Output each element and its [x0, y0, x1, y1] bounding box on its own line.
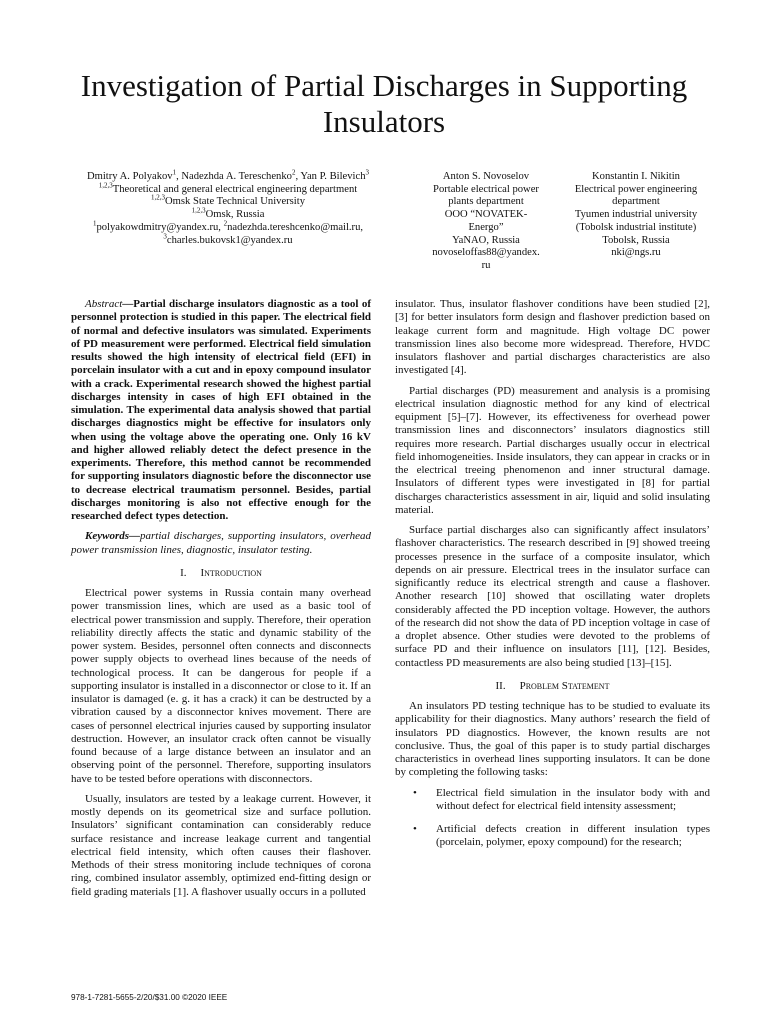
- author-line: plants department: [448, 196, 524, 208]
- author-line: Energo”: [468, 221, 504, 233]
- abstract: [71, 298, 371, 523]
- bullet-icon: •: [413, 823, 417, 835]
- author-names: Dmitry A. Polyakov$^1$, Nadezhda A. Tereschenko$^2$, Yan P. Bilevich$^3$: [86, 168, 370, 182]
- author-line: department: [612, 196, 660, 208]
- author-line: Electrical power engineering: [574, 183, 698, 195]
- bullet-icon: •: [413, 786, 417, 799]
- section-heading-introduction: I. Introduction: [180, 566, 262, 579]
- author-line: Anton S. Novoselov: [442, 171, 530, 182]
- intro-paragraph-3: insulator. Thus, insulator flashover conditions have been studied [2], [3] for better insulators form design and flashover prediction based on leakage current form and magnitude. High voltage DC power transmission lines also become more widespread. Therefore, HVDC insulators flashover and partial discharges characteristics are also investigated [4].: [395, 298, 710, 377]
- left-column: [71, 298, 371, 906]
- author-line: Tyumen industrial university: [574, 209, 698, 221]
- intro-paragraph-5: Surface partial discharges also can significantly affect insulators’ flashover characteristics. The research described in [9] showed treeing processes presence in the surface of a composite insulator, which depends on air pressure. Electrical trees in the insulator surface can significantly reduce its electrical strength and cause a flashover. Another research [10] showed that oscillating water droplets considerably affected the PD inception voltage. However, the authors of the research did not show the data of PD inception voltage in case of a droplet absence. Other studies were devoted to the problems of surface PD and their influence on insulators [11], [12]. Besides, contactless PD measurements are also being studied [13]–[15].: [395, 524, 710, 669]
- section-heading-problem-statement: II. Problem Statement: [495, 679, 610, 692]
- abstract-label: Abstract: [85, 298, 123, 310]
- author-line: Portable electrical power: [433, 183, 539, 195]
- keywords: [71, 530, 371, 557]
- task-list: [395, 787, 710, 850]
- keywords-text: partial discharges, supporting insulators, overhead power transmission lines, diagnostic, insulator testing.: [71, 530, 371, 556]
- right-column: [395, 298, 710, 860]
- abstract-text: —Partial discharge insulators diagnostic as a tool of personnel protection is studied in this paper. The electrical field of normal and defective insulators was simulated. Experiments of PD measurement were performed. Electrical field simulation results showed the high intensity of electrical field (EFI) in porcelain insulator with a cut and in epoxy compound insulator with a crack. Experimental research showed the highest partial discharges intensity in cases of high EFI obtained in the simulation. The experimental data analysis showed that partial discharges diagnostics might be effective for insulators only when using the voltage above the operating one. Only 16 kV and higher allowed reliably detect the defect presence in the experiments. Therefore, this method cannot be recommended for supporting insulators diagnostic before the disconnector use to decrease electrical traumatism personnel. Besides, partial discharges monitoring is also not effective enough for the researched defect types detection.: [71, 298, 371, 522]
- author-line: YaNAO, Russia: [452, 234, 520, 246]
- list-item: • Electrical field simulation in the insulator body with and without defect for electrical field intensity assessment;: [413, 786, 710, 812]
- author-city: $^{1,2,3}$Omsk, Russia: [191, 206, 265, 221]
- list-item: • Artificial defects creation in different insulation types (porcelain, polymer, epoxy compound) for the research;: [413, 823, 710, 849]
- author-line: Tobolsk, Russia: [602, 234, 670, 246]
- intro-paragraph-1: Electrical power systems in Russia contain many overhead power transmission lines, which are used as a basic tool of electrical power transmission and supply. Therefore, their operation reliability directly affects the static and dynamic stability of the power system. Besides, personnel often connects and disconnects power supply objects to overhead lines because of the needs of technological process. It can be dangerous for people if a supporting insulator is installed in a disconnector or close to it. If an insulator is damaged (e. g. it has a crack) it can be destructed by a vibration caused by a disconnector knives movement. There are cases of personnel electrical injuries caused by supporting insulator destruction. However, an insulator crack often cannot be visually found because of a large distance between an insulator and an observing point of the personnel. Therefore, supporting insulators have to be tested before operations with disconnectors.: [71, 587, 371, 785]
- author-line: novoseloffas88@yandex.: [432, 247, 540, 259]
- intro-paragraph-2: Usually, insulators are tested by a leakage current. However, it mostly depends on its geometrical size and surface pollution. Insulators’ significant contamination can considerably reduce surface resistance and increase leakage current and tangential electrical field intensity, which often causes their flashover. Methods of their stress monitoring include techniques of corona ring, combined insulator assembly, optimized end-fitting design or field grading materials [1]. A flashover usually occurs in a polluted: [71, 792, 371, 898]
- author-email-3: $^3$charles.bukovsk1@yandex.ru: [163, 231, 293, 246]
- paper-title: Investigation of Partial Discharges in Supporting Insulators: [80, 68, 688, 139]
- author-line: (Tobolsk industrial institute): [575, 221, 697, 233]
- author-line: nki@ngs.ru: [611, 247, 661, 259]
- intro-paragraph-4: Partial discharges (PD) measurement and analysis is a promising electrical insulation diagnostic method for any kind of electrical equipment [5]–[7]. However, its effectiveness for overhead power transmission lines and disconnectors’ insulators diagnostics still requires more research. Partial discharges usually occur in electrical field inhomogeneities. Inside insulators, they can appear in cracks or in the electrical treeing phenomenon and inner structural damage. Insulators of different types were investigated in [8] for partial discharges characteristics assessment in air, liquid and solid insulating material.: [395, 384, 710, 516]
- copyright-footer: 978-1-7281-5655-2/20/$31.00 ©2020 IEEE: [71, 993, 228, 1002]
- author-line: Konstantin I. Nikitin: [592, 171, 680, 182]
- keywords-label: Keywords—: [85, 530, 140, 543]
- author-line: ru: [481, 259, 491, 271]
- author-block-primary: [60, 168, 396, 247]
- author-block-novoselov: [412, 171, 560, 273]
- author-line: OOO “NOVATEK-: [444, 209, 528, 221]
- author-university: $^{1,2,3}$Omsk State Technical University: [151, 193, 305, 208]
- problem-paragraph: An insulators PD testing technique has to be studied to evaluate its applicability for their diagnostics. Many authors’ research the field of insulators PD diagnostics. However, the known results are not conclusive. Thus, the goal of this paper is to study partial discharges characteristics in overhead lines supporting insulators. It can be done by completing the following tasks:: [395, 700, 710, 779]
- author-department: $^{1,2,3}$Theoretical and general electrical engineering department: [98, 181, 358, 195]
- author-block-nikitin: [562, 171, 710, 260]
- author-emails: $^1$polyakowdmitry@yandex.ru, $^2$nadezhda.tereshcenko@mail.ru,: [92, 219, 364, 233]
